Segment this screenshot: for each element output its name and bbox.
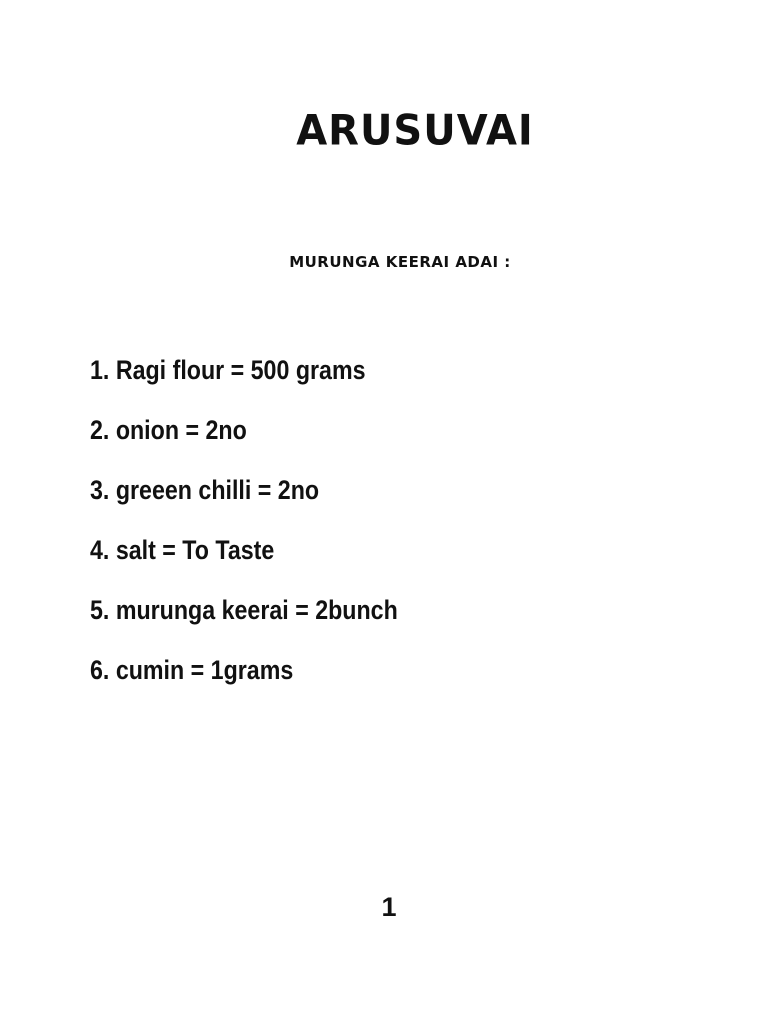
ingredient-item: 5. murunga keerai = 2bunch [90,595,398,625]
ingredient-list [90,350,448,710]
ingredient-item: 1. Ragi flour = 500 grams [90,355,366,385]
ingredient-item: 3. greeen chilli = 2no [90,475,320,505]
document-title: ARUSUVAI [296,106,534,156]
ingredient-item: 6. cumin = 1grams [90,655,294,685]
recipe-subtitle: MURUNGA KEERAI ADAI : [289,253,511,271]
ingredient-item: 4. salt = To Taste [90,535,275,565]
page-number: 1 [381,892,397,922]
ingredient-item: 2. onion = 2no [90,415,247,445]
